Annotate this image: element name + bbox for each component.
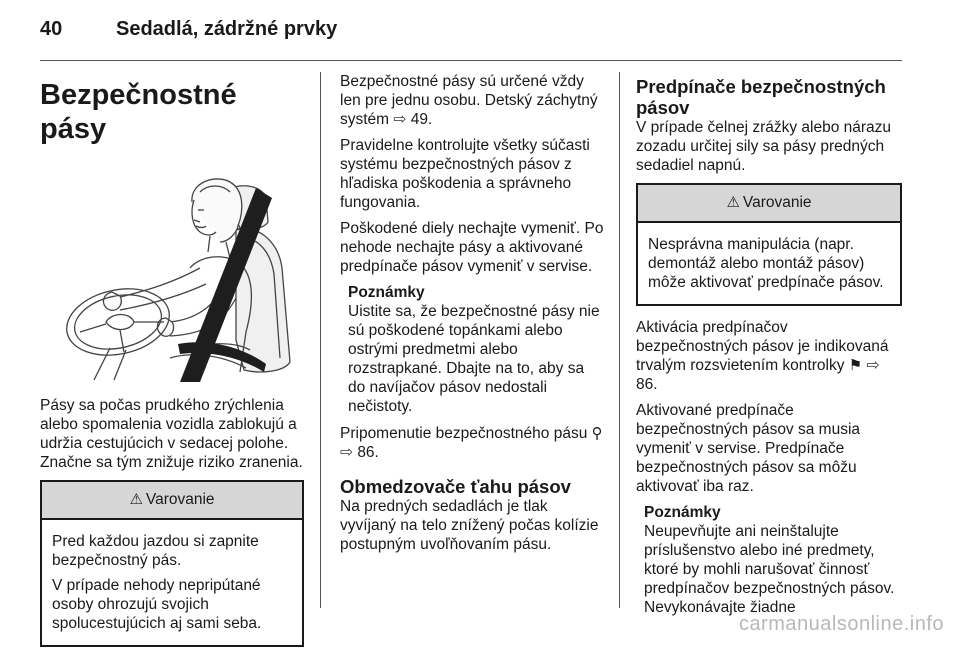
paragraph: V prípade čelnej zrážky alebo nárazu zozadu určitej sily sa pásy predných sedadiel napnú. <box>636 119 892 174</box>
airbag-telltale-icon: ⚑ <box>848 357 863 374</box>
page-reference-arrow-icon: ⇨ <box>393 111 407 128</box>
warning-label: Varovanie <box>145 491 215 508</box>
subsection-heading: Obmedzovače ťahu pásov <box>340 476 571 497</box>
seatbelt-illustration <box>40 172 304 382</box>
warning-text: Nesprávna manipulácia (napr. demontáž alebo montáž pásov) môže aktivovať predpínače pásov. <box>648 236 884 291</box>
page-reference: 86. <box>636 376 658 393</box>
warning-triangle-icon: ⚠ <box>726 194 740 211</box>
warning-text: V prípade nehody nepripútané osoby ohrozujú svojich spolucestujúcich aj sami seba. <box>52 577 262 632</box>
page-reference-arrow-icon: ⇨ <box>340 444 353 461</box>
column-1 <box>40 72 304 659</box>
chapter-title: Sedadlá, zádržné prvky <box>116 18 338 40</box>
warning-label: Varovanie <box>742 194 812 211</box>
paragraph: Aktivované predpínače bezpečnostných pásov sa musia vymeniť v servise. Predpínače bezpečnostných pásov sa môžu aktivovať iba raz. <box>636 402 861 495</box>
warning-header <box>638 185 900 223</box>
paragraph-text: Bezpečnostné pásy sú určené vždy len pre jednu osobu. Detský záchytný systém <box>340 73 598 128</box>
page-reference-arrow-icon: ⇨ <box>866 357 880 374</box>
warning-body <box>638 223 900 304</box>
section-title: Bezpečnostné pásy <box>40 79 237 145</box>
column-divider-left <box>320 72 321 608</box>
paragraph-text: Aktivácia predpínačov bezpečnostných pásov je indikovaná trvalým rozsvietením kontrolky <box>636 319 889 374</box>
subsection-heading: Predpínače bezpečnostných pásov <box>636 76 886 118</box>
paragraph-text: Pripomenutie bezpečnostného pásu <box>340 425 588 442</box>
warning-box <box>636 183 902 306</box>
page-reference: 86. <box>357 444 379 461</box>
warning-body <box>42 520 302 645</box>
page-reference: 49. <box>410 111 433 128</box>
watermark: carmanualsonline.info <box>738 613 944 635</box>
note-text: Neupevňujte ani neinštalujte príslušenstvo alebo iné predmety, ktoré by mohli narušovať činnosť predpínačov bezpečnostných pásov. Nevykonávajte žiadne <box>644 523 895 616</box>
paragraph <box>340 424 604 462</box>
paragraph <box>636 318 902 394</box>
page-header <box>40 18 902 52</box>
intro-paragraph: Pásy sa počas prudkého zrýchlenia alebo spomalenia vozidla zablokujú a udržia cestujúcich v sedacej polohe. Značne sa tým znižuje riziko zranenia. <box>40 397 303 471</box>
driver-seatbelt-drawing <box>40 172 304 382</box>
paragraph <box>340 72 604 129</box>
paragraph: Na predných sedadlách je tlak vyvíjaný na telo znížený počas kolízie postupným uvoľňovaním pásu. <box>340 498 599 553</box>
page-number: 40 <box>40 18 63 40</box>
seatbelt-reminder-icon: ⚲ <box>591 425 603 442</box>
note-title: Poznámky <box>348 284 425 301</box>
column-3 <box>636 72 902 625</box>
paragraph: Pravidelne kontrolujte všetky súčasti systému bezpečnostných pásov z hľadiska poškodenia a správneho fungovania. <box>340 137 590 211</box>
column-2 <box>340 72 604 561</box>
paragraph: Poškodené diely nechajte vymeniť. Po nehode nechajte pásy a aktivované predpínače pásov vymeniť v servise. <box>340 220 604 275</box>
warning-header <box>42 482 302 520</box>
header-rule <box>40 60 902 61</box>
note-text: Uistite sa, že bezpečnostné pásy nie sú poškodené topánkami alebo ostrými predmetmi alebo rozstrapkané. Dbajte na to, aby sa do navíjačov pásov nedostali nečistoty. <box>348 303 600 415</box>
note-block <box>636 503 902 617</box>
note-block <box>340 283 604 416</box>
note-title: Poznámky <box>644 504 721 521</box>
column-divider-right <box>619 72 620 608</box>
warning-text: Pred každou jazdou si zapnite bezpečnostný pás. <box>52 533 259 569</box>
warning-triangle-icon: ⚠ <box>129 491 143 508</box>
warning-box <box>40 480 304 647</box>
